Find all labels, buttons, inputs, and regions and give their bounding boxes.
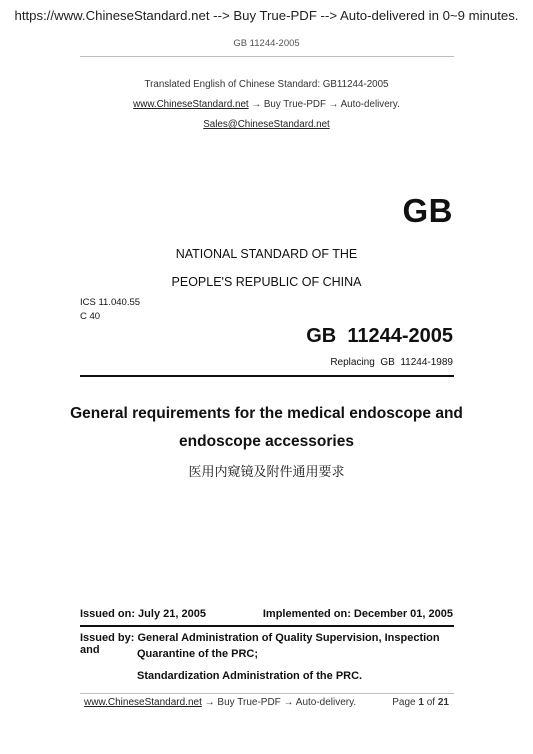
footer-links — [84, 697, 356, 708]
document-title-line2: endoscope accessories — [179, 433, 354, 450]
ics-code: ICS 11.040.55 — [80, 297, 141, 308]
footer-divider — [80, 693, 454, 694]
ccs-code: C 40 — [80, 311, 101, 322]
page-of: of — [426, 697, 436, 708]
buy-text: → Buy True-PDF → Auto-delivery. — [251, 99, 400, 110]
issuing-org-2: Standardization Administration of the PRC. — [137, 670, 363, 682]
footer-buy-text: → Buy True-PDF → Auto-delivery. — [204, 697, 357, 708]
title-divider — [80, 375, 454, 377]
implemented-date: Implemented on: December 01, 2005 — [262, 608, 453, 620]
standard-number: GB 11244-2005 — [306, 325, 453, 347]
banner-buy-link[interactable]: Buy True-PDF — [233, 8, 317, 23]
site-link[interactable]: www.ChineseStandard.net — [133, 99, 249, 110]
issuing-org-1-line1: General Administration of Quality Supervision, Inspection and — [80, 632, 440, 656]
national-standard-line1: NATIONAL STANDARD OF THE — [175, 247, 358, 261]
replacing-standard: Replacing GB 11244-1989 — [330, 357, 453, 368]
page-total: 21 — [437, 697, 449, 708]
issued-by-label: Issued by: — [80, 632, 135, 644]
page-label: Page — [392, 697, 416, 708]
issuing-org-1-line2: Quarantine of the PRC; — [137, 648, 259, 660]
banner-arrow: --> — [320, 8, 338, 23]
email-link[interactable]: Sales@ChineseStandard.net — [203, 119, 330, 130]
top-banner — [0, 8, 533, 23]
document-title-line1: General requirements for the medical endoscope and — [70, 405, 463, 422]
banner-site-link[interactable]: https://www.ChineseStandard.net — [14, 8, 210, 23]
header-standard-code: GB 11244-2005 — [233, 38, 300, 49]
translation-links — [0, 99, 533, 110]
page-current: 1 — [418, 697, 424, 708]
issued-date: Issued on: July 21, 2005 — [80, 608, 206, 620]
page-number — [392, 697, 449, 708]
banner-arrow: --> — [213, 8, 230, 23]
header-divider — [80, 56, 454, 57]
dates-divider — [80, 625, 454, 627]
translation-notice: Translated English of Chinese Standard: GB11244-2005 — [144, 79, 389, 90]
email-line — [0, 119, 533, 130]
gb-logo: GB — [402, 192, 453, 229]
chinese-title: 医用内窥镜及附件通用要求 — [188, 465, 345, 480]
banner-delivery-text: Auto-delivered in 0~9 minutes. — [339, 8, 519, 23]
national-standard-line2: PEOPLE'S REPUBLIC OF CHINA — [171, 275, 362, 289]
footer-site-link[interactable]: www.ChineseStandard.net — [84, 697, 202, 708]
